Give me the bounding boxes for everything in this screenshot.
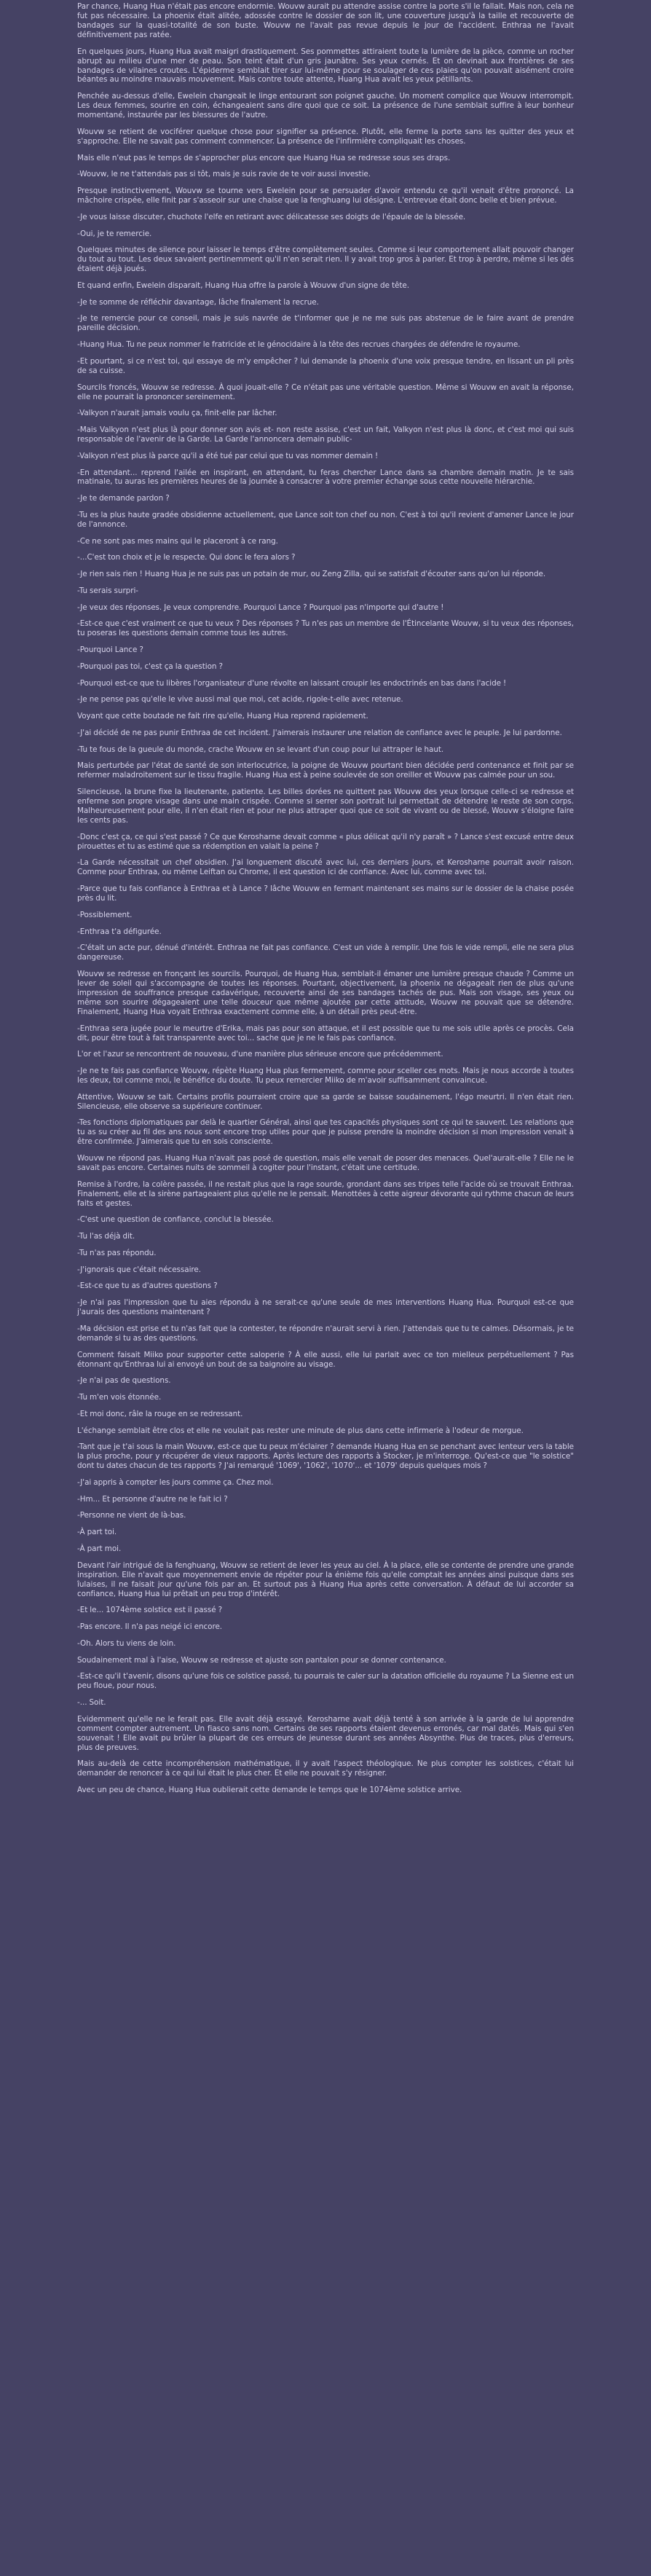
paragraph: -Tu n'as pas répondu. [77,1248,157,1257]
paragraph: -Tu l'as déjà dit. [77,1232,135,1241]
paragraph: -Je ne pense pas qu'elle le vive aussi mal que moi, cet acide, rigole-t-elle avec retenue. [77,695,403,704]
paragraph: -Est-ce que tu as d'autres questions ? [77,1281,218,1291]
paragraph: -Possiblement. [77,910,133,919]
paragraph: -J'ai appris à compter les jours comme ça. Chez moi. [77,1477,274,1487]
paragraph: Wouvw ne répond pas. Huang Hua n'avait pas posé de question, mais elle venait de poser des menaces. Quel'aurait-elle ? Elle ne le savait pas encore. Certaines nuits de sommeil à cogiter pour l'instant, c'était une certitude. [77,1154,574,1173]
paragraph: Silencieuse, la brune fixe la lieutenante, patiente. Les billes dorées ne quittent pas Wouvw des yeux lorsque celle-ci se redresse et enferme son propre visage dans une main crispée. Comme si serrer son portrait lui permettait de détendre le reste de son corps. Malheureusement pour elle, il n'en était rien et pour ne plus attraper quoi que ce soit de vivant ou de blessé, Wouvw s'éloigne faire les cents pas. [77,788,574,825]
paragraph: -Tu m'en vois étonnée. [77,1393,162,1402]
paragraph: -Wouvw, le ne t'attendais pas si tôt, mais je suis ravie de te voir aussi investie. [77,170,371,179]
paragraph: -J'ai décidé de ne pas punir Enthraa de cet incident. J'aimerais instaurer une relation de confiance avec le peuple. Je lui pardonne. [77,728,562,737]
paragraph: -Enthraa t'a défigurée. [77,927,162,936]
paragraph: -Valkyon n'aurait jamais voulu ça, finit-elle par lâcher. [77,409,277,418]
paragraph: -J'ignorais que c'était nécessaire. [77,1265,202,1274]
paragraph: -Oh. Alors tu viens de loin. [77,1638,176,1648]
paragraph: Par chance, Huang Hua n'était pas encore endormie. Wouvw aurait pu attendre assise contre la porte s'il le fallait. Mais non, cela ne fut pas nécessaire. La phoenix était alitée, adossée contre le dossier de son lit, une couverture jusqu'à la taille et recouverte de bandages sur la quasi-totalité de son buste. Wouvw ne l'avait pas revue depuis le jour de l'accident. Enthraa ne l'avait définitivement pas ratée. [77,2,574,39]
paragraph: Soudainement mal à l'aise, Wouvw se redresse et ajuste son pantalon pour se donner contenance. [77,1655,446,1665]
paragraph: -Tes fonctions diplomatiques par delà le quartier Général, ainsi que tes capacités physiques sont ce qui te sauvent. Les relations que tu as su créer au fil des ans nous sont encore trop utiles pour que je puisse prendre la moindre décision si mon impression venait à être confirmée. J'aimerais que tu en sois consciente. [77,1118,574,1147]
paragraph: Remise à l'ordre, la colère passée, il ne restait plus que la rage sourde, grondant dans ses tripes telle l'acide où se trouvait Enthraa. Finalement, elle et la sirène partageaient plus qu'elle ne le pensait. Menottées à cette aigreur dévorante qui rythme chacun de leurs faits et gestes. [77,1179,574,1208]
paragraph: -...C'est ton choix et je le respecte. Qui donc le fera alors ? [77,553,296,562]
paragraph: En quelques jours, Huang Hua avait maigri drastiquement. Ses pommettes attiraient toute la lumière de la pièce, comme un rocher abrupt au milieu d'une mer de peau. Son teint était d'un gris jaunâtre. Ses yeux cernés. Et on devinait aux frontières de ses bandages de vilaines croutes. L'épiderme semblait tirer sur lui-même pour se soulager de ces plaies qu'on pouvait aisément croire béantes au moindre mauvais mouvement. Mais contre toute attente, Huang Hua avait les yeux pétillants. [77,47,574,85]
paragraph: -Tu es la plus haute gradée obsidienne actuellement, que Lance soit ton chef ou non. C'est à toi qu'il revient d'amener Lance le jour de l'annonce. [77,510,574,529]
paragraph: -C'était un acte pur, dénué d'intérêt. Enthraa ne fait pas confiance. C'est un vide à remplir. Une fois le vide rempli, elle ne sera plus dangereuse. [77,943,574,962]
paragraph: -Est-ce que c'est vraiment ce que tu veux ? Des réponses ? Tu n'es pas un membre de l'Étincelante Wouvw, si tu veux des réponses, tu poseras les questions demain comme tous les autres. [77,619,574,638]
paragraph: Evidemment qu'elle ne le ferait pas. Elle avait déjà essayé. Kerosharne avait déjà tenté à son arrivée à la garde de lui apprendre comment compter autrement. Un fiasco sans nom. Certains de ses rapports étaient devenus erronés, car mal datés. Mais qui s'en souvenait ! Elle avait pu brûler la plupart de ces erreurs de jeunesse durant ses années Absynthe. Plus de traces, plus d'erreurs, plus de preuves. [77,1714,574,1752]
paragraph: -Je te somme de réfléchir davantage, lâche finalement la recrue. [77,297,319,307]
paragraph: -Ma décision est prise et tu n'as fait que la contester, te répondre n'aurait servi à rien. J'attendais que tu te calmes. Désormais, je te demande si tu as des questions. [77,1324,574,1343]
paragraph: Mais perturbée par l'état de santé de son interlocutrice, la poigne de Wouvw pourtant bien décidée perd contenance et finit par se refermer maladroitement sur le tissu fragile. Huang Hua est à peine soulevée de son oreiller et Wouvw pas calmée pour un sou. [77,761,574,780]
paragraph: -... Soit. [77,1698,106,1707]
paragraph: -Enthraa sera jugée pour le meurtre d'Erika, mais pas pour son attaque, et il est possible que tu me sois utile après ce procès. Cela dit, pour être tout à fait transparente avec toi... sache que je ne le fais pas confiance. [77,1024,574,1042]
paragraph: -Et pourtant, si ce n'est toi, qui essaye de m'y empêcher ? lui demande la phoenix d'une voix presque tendre, en lissant un pli près de sa cuisse. [77,356,574,375]
paragraph: -Et le... 1074ème solstice est il passé ? [77,1606,223,1615]
paragraph: -Parce que tu fais confiance à Enthraa et à Lance ? lâche Wouvw en fermant maintenant ses mains sur le dossier de la chaise posée près du lit. [77,884,574,903]
paragraph: -Ce ne sont pas mes mains qui le placeront à ce rang. [77,536,278,546]
paragraph: Wouvw se retient de vociférer quelque chose pour signifier sa présence. Plutôt, elle ferme la porte sans les quitter des yeux et s'approche. Elle ne savait pas comment commencer. La présence de l'infirmière compliquait les choses. [77,127,574,146]
paragraph: -Est-ce qu'il t'avenir, disons qu'une fois ce solstice passé, tu pourrais te caler sur la datation officielle du royaume ? La Sienne est un peu floue, pour nous. [77,1672,574,1691]
paragraph: -Tant que je t'ai sous la main Wouvw, est-ce que tu peux m'éclairer ? demande Huang Hua en se penchant avec lenteur vers la table la plus proche, pour y récupérer de vieux rapports. Après lecture des rapports à Stocker, je m'interroge. Qu'est-ce que "le solstice" dont tu dates chacun de tes rapports ? J'ai remarqué '1069', '1062', '1070'... et '1079' depuis quelques mois ? [77,1442,574,1471]
paragraph: L'or et l'azur se rencontrent de nouveau, d'une manière plus sérieuse encore que précédemment. [77,1050,443,1059]
paragraph: -Je n'ai pas l'impression que tu aies répondu à ne serait-ce qu'une seule de mes interventions Huang Hua. Pourquoi est-ce que j'aurais des questions maintenant ? [77,1298,574,1317]
paragraph: Devant l'air intrigué de la fenghuang, Wouvw se retient de lever les yeux au ciel. À la place, elle se contente de prendre une grande inspiration. Elle n'avait que moyennement envie de répéter pour la énième fois qu'elle comptait les années ainsi puisque dans ses îulaises, il ne faisait jour qu'une fois par an. Et surtout pas à Huang Hua après cette conversation. À défaut de lui accorder sa confiance, Huang Hua lui prêtait un peu trop d'intérêt. [77,1560,574,1598]
paragraph: -Je ne te fais pas confiance Wouvw, répète Huang Hua plus fermement, comme pour sceller ces mots. Mais je nous accorde à toutes les deux, toi comme moi, le bénéfice du doute. Tu peux remercier Miiko de m'avoir suffisamment convaincue. [77,1067,574,1085]
paragraph: Penchée au-dessus d'elle, Ewelein changeait le linge entourant son poignet gauche. Un moment complice que Wouvw interrompit. Les deux femmes, sourire en coin, échangeaient sans dire quoi que ce soit. La présence de l'une semblait suffire à leur bonheur momentané, instaurée par les blessures de l'autre. [77,92,574,120]
paragraph: -Pourquoi pas toi, c'est ça la question ? [77,661,223,671]
paragraph: -Donc c'est ça, ce qui s'est passé ? Ce que Kerosharne devait comme « plus délicat qu'il n'y paraît » ? Lance s'est excusé entre deux pirouettes et tu as estimé que sa rédemption en valait la peine ? [77,832,574,851]
paragraph: -En attendant... reprend l'ailée en inspirant, en attendant, tu feras chercher Lance dans sa chambre demain matin. Je te sais matinale, tu auras les premières heures de la journée à consacrer à votre premier échange sous cette nouvelle hiérarchie. [77,468,574,487]
paragraph: -Je rien sais rien ! Huang Hua je ne suis pas un potain de mur, ou Zeng Zilla, qui se satisfait d'écouter sans qu'on lui réponde. [77,570,546,579]
paragraph: -Et moi donc, râle la rouge en se redressant. [77,1409,243,1418]
paragraph: L'échange semblait être clos et elle ne voulait pas rester une minute de plus dans cette infirmerie à l'odeur de morgue. [77,1426,524,1435]
paragraph: -Je te demande pardon ? [77,494,170,503]
paragraph: Et quand enfin, Ewelein disparait, Huang Hua offre la parole à Wouvw d'un signe de tête. [77,280,409,290]
paragraph: -À part toi. [77,1528,117,1537]
paragraph: Voyant que cette boutade ne fait rire qu'elle, Huang Hua reprend rapidement. [77,712,368,721]
paragraph: -Huang Hua. Tu ne peux nommer le fratricide et le génocidaire à la tête des recrues chargées de défendre le royaume. [77,340,521,350]
paragraph: -Je te remercie pour ce conseil, mais je suis navrée de t'informer que je ne me suis pas abstenue de le faire avant de prendre pareille décision. [77,314,574,333]
paragraph: Mais elle n'eut pas le temps de s'approcher plus encore que Huang Hua se redresse sous ses draps. [77,153,451,162]
paragraph: -La Garde nécessitait un chef obsidien. J'ai longuement discuté avec lui, ces derniers jours, et Kerosharne pourrait avoir raison. Comme pour Enthraa, ou même Leiftan ou Chrome, il est question ici de confiance. Avec lui, comme avec toi. [77,858,574,877]
paragraph: -Tu te fous de la gueule du monde, crache Wouvw en se levant d'un coup pour lui attraper le haut. [77,745,444,754]
paragraph: -Mais Valkyon n'est plus là pour donner son avis et- non reste assise, c'est un fait, Valkyon n'est plus là donc, et c'est moi qui suis responsable de l'avenir de la Garde. La Garde l'annoncera demain public- [77,425,574,444]
paragraph: -À part moi. [77,1544,122,1553]
paragraph: -Hm... Et personne d'autre ne le fait ici ? [77,1494,228,1504]
paragraph: Quelques minutes de silence pour laisser le temps d'être complètement seules. Comme si leur comportement allait pouvoir changer du tout au tout. Les deux savaient pertinemment qu'il n'en serait rien. Il y avait trop gros à parier. Et trop à perdre, même si les dés étaient déjà joués. [77,246,574,274]
paragraph: Attentive, Wouvw se tait. Certains profils pourraient croire que sa garde se baisse soudainement, l'égo meurtri. Il n'en était rien. Silencieuse, elle observe sa supérieure continuer. [77,1092,574,1111]
paragraph: -Personne ne vient de là-bas. [77,1511,186,1520]
paragraph: Wouvw se redresse en fronçant les sourcils. Pourquoi, de Huang Hua, semblait-il émaner une lumière presque chaude ? Comme un lever de soleil qui s'accompagne de toutes les réponses. Pourtant, objectivement, la phoenix ne dégageait rien de plus qu'une impression de souffrance presque cadavérique, recouverte ainsi de ses bandages tachés de pus. Mais son visage, ses yeux ou même son sourire dégageaient une telle douceur que même ajoutée par cette attitude, Wouvw ne pouvait que se détendre. Finalement, Huang Hua voyait Enthraa exactement comme elle, à un détail près peut-être. [77,969,574,1016]
paragraph: -Je n'ai pas de questions. [77,1376,171,1386]
paragraph: -Tu serais surpri- [77,586,138,595]
paragraph: -Valkyon n'est plus là parce qu'il a été tué par celui que tu vas nommer demain ! [77,451,379,460]
paragraph: -Pourquoi est-ce que tu libères l'organisateur d'une révolte en laissant croupir les endoctrinés en bas dans l'acide ! [77,678,507,688]
paragraph: Mais au-delà de cette incompréhension mathématique, il y avait l'aspect théologique. Ne plus compter les solstices, c'était lui demander de renoncer à ce qui lui était le plus cher. Et elle ne pouvait s'y résigner. [77,1759,574,1778]
paragraph: -Pas encore. Il n'a pas neigé ici encore. [77,1622,223,1632]
paragraph: -Oui, je te remercie. [77,229,152,238]
paragraph: -Pourquoi Lance ? [77,645,143,655]
paragraph: Avec un peu de chance, Huang Hua oublierait cette demande le temps que le 1074ème solstice arrive. [77,1786,462,1795]
paragraph: -Je veux des réponses. Je veux comprendre. Pourquoi Lance ? Pourquoi pas n'importe qui d'autre ! [77,602,444,612]
paragraph: Sourcils froncés, Wouvw se redresse. À quoi jouait-elle ? Ce n'était pas une véritable question. Même si Wouvw en avait la réponse, elle ne pourrait la prononcer sereinement. [77,382,574,401]
paragraph: Presque instinctivement, Wouvw se tourne vers Ewelein pour se persuader d'avoir entendu ce qu'il venait d'être prononcé. La mâchoire crispée, elle finit par s'asseoir sur une chaise que la fenghuang lui désigne. L'entrevue était donc belle et bien prévue. [77,186,574,205]
paragraph: Comment faisait Miiko pour supporter cette saloperie ? À elle aussi, elle lui parlait avec ce ton mielleux perpétuellement ? Pas étonnant qu'Enthraa lui ai envoyé un bout de sa baignoire au visage. [77,1350,574,1369]
paragraph: -Je vous laisse discuter, chuchote l'elfe en retirant avec délicatesse ses doigts de l'épaule de la blessée. [77,212,466,221]
paragraph: -C'est une question de confiance, conclut la blessée. [77,1215,274,1225]
